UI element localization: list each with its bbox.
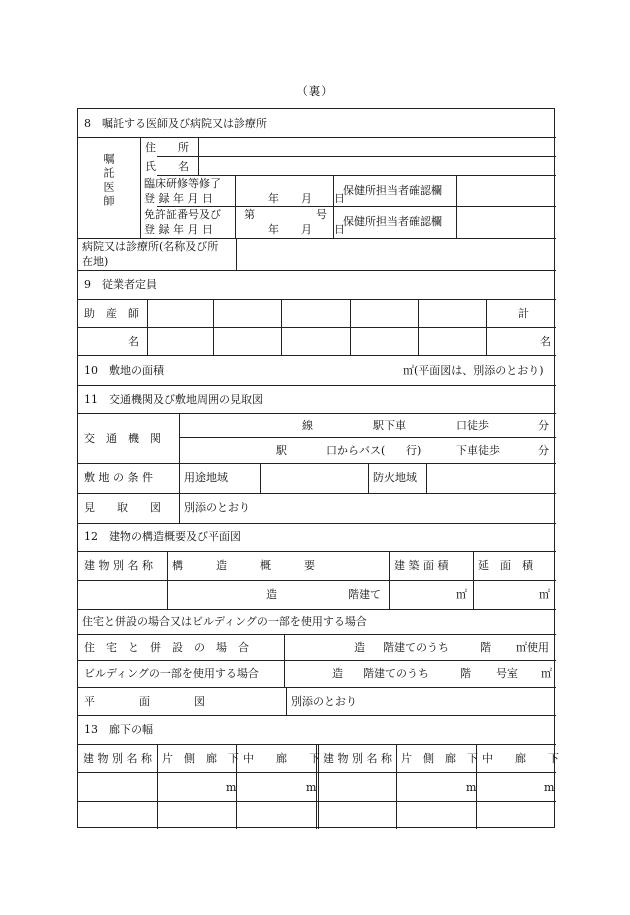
one-side-corridor-label: 片 側 廊 下 xyxy=(162,752,239,765)
rule xyxy=(179,437,556,438)
use-zone-label: 用途地域 xyxy=(184,471,228,484)
rule xyxy=(140,137,141,238)
sketch-map-label: 見 取 図 xyxy=(84,501,161,514)
width-unit: m xyxy=(466,781,477,794)
health-center-check-label: 保健所担当者確認欄 xyxy=(343,184,442,197)
bld-floor-label: 階 xyxy=(460,667,471,680)
rule xyxy=(78,744,556,745)
sqm-unit: ㎡ xyxy=(516,641,527,654)
rule xyxy=(78,299,556,300)
rule xyxy=(78,772,556,773)
minutes-label: 分 xyxy=(538,419,549,432)
license-label-line2: 登 録 年 月 日 xyxy=(144,223,213,236)
with-housing-label: 住 宅 と 併 設 の 場 合 xyxy=(84,641,249,654)
fire-zone-label: 防火地域 xyxy=(373,471,417,484)
housing-floor-label: 階 xyxy=(480,641,491,654)
total-floor-area-label: 延 面 積 xyxy=(478,559,533,572)
rule xyxy=(157,156,556,157)
room-area-unit: ㎡ xyxy=(541,667,552,680)
section-13-heading: 13 廊下の幅 xyxy=(84,723,153,736)
one-side-corridor-label: 片 側 廊 下 xyxy=(401,752,478,765)
width-unit: m xyxy=(306,781,317,794)
site-conditions-label: 敷 地 の 条 件 xyxy=(84,471,153,484)
rule xyxy=(167,551,168,609)
commissioned-doctor-label: 嘱託医師 xyxy=(102,153,115,209)
section-10-heading: 10 敷地の面積 xyxy=(84,364,164,377)
middle-corridor-label: 中 廊 下 xyxy=(482,752,559,765)
rule xyxy=(396,744,397,829)
license-date[interactable]: 年 月 日 xyxy=(268,223,345,236)
midwife-label: 助 産 師 xyxy=(84,307,139,320)
rule xyxy=(78,801,556,802)
rule xyxy=(198,137,199,176)
rule xyxy=(260,463,261,493)
exit-walk-label: 口徒歩 xyxy=(456,419,489,432)
rule xyxy=(78,493,556,494)
rule xyxy=(78,238,556,239)
shared-use-heading: 住宅と併設の場合又はビルディングの一部を使用する場合 xyxy=(82,615,367,628)
total-floor-area-unit: ㎡ xyxy=(539,588,550,601)
building-name-label: 建 物 別 名 称 xyxy=(84,559,153,572)
rule xyxy=(157,206,556,207)
rule xyxy=(350,299,351,355)
station-get-off-label: 駅下車 xyxy=(373,419,406,432)
rule xyxy=(473,551,474,609)
rule xyxy=(78,385,556,386)
training-label-line1: 臨床研修等修了 xyxy=(144,177,221,190)
hospital-label-line1: 病院又は診療所(名称及び所 xyxy=(82,240,219,253)
width-unit: m xyxy=(226,781,237,794)
rule xyxy=(78,327,556,328)
bus-from-exit-label: 口からバス( xyxy=(326,444,386,457)
sketch-map-attached: 別添のとおり xyxy=(184,501,250,514)
rule xyxy=(78,523,556,524)
floor-plan-attached: 別添のとおり xyxy=(291,695,357,708)
rule xyxy=(236,238,237,270)
plan-note: (平面図は、別添のとおり) xyxy=(414,364,544,377)
section-8-heading: 8 嘱託する医師及び病院又は診療所 xyxy=(84,117,267,130)
license-label-line1: 免許証番号及び xyxy=(144,208,221,221)
rule xyxy=(418,299,419,355)
unit-label: 名 xyxy=(540,335,551,348)
rule xyxy=(78,660,556,661)
housing-use-label xyxy=(516,641,549,654)
page-title: （裏） xyxy=(296,84,334,98)
rule xyxy=(486,299,487,355)
rule xyxy=(78,137,556,138)
bound-label: 行) xyxy=(406,444,422,457)
rule xyxy=(284,634,285,687)
rule xyxy=(157,175,556,176)
name-label: 氏 名 xyxy=(145,160,189,173)
rule xyxy=(213,299,214,355)
rule xyxy=(157,744,158,829)
license-number-suffix: 号 xyxy=(316,208,327,221)
minutes-label: 分 xyxy=(538,444,549,457)
rule xyxy=(78,634,556,635)
rule xyxy=(286,687,287,715)
bld-floors-label: 階建てのうち xyxy=(363,667,429,680)
transport-label: 交 通 機 関 xyxy=(84,432,161,445)
rule xyxy=(179,413,180,523)
total-label: 計 xyxy=(518,307,529,320)
rule xyxy=(78,687,556,688)
rule xyxy=(281,299,282,355)
bld-structure-label: 造 xyxy=(332,667,343,680)
rule xyxy=(78,413,556,414)
hospital-label-line2: 在地) xyxy=(82,255,109,268)
rule xyxy=(456,175,457,238)
site-area-unit xyxy=(403,364,544,377)
part-of-building-label: ビルディングの一部を使用する場合 xyxy=(84,667,259,680)
license-number-prefix: 第 xyxy=(244,208,255,221)
rule xyxy=(147,299,148,355)
structure-label: 造 xyxy=(266,588,277,601)
building-area-unit: ㎡ xyxy=(456,588,467,601)
rule xyxy=(426,463,427,493)
building-name-label: 建 物 別 名 称 xyxy=(83,752,152,765)
building-name-label: 建 物 別 名 称 xyxy=(323,752,392,765)
station-label: 駅 xyxy=(276,444,287,457)
rule xyxy=(389,551,390,609)
unit-label: 名 xyxy=(128,335,139,348)
room-number-label: 号室 xyxy=(496,667,518,680)
width-unit: m xyxy=(544,781,555,794)
get-off-walk-label: 下車徒歩 xyxy=(456,444,500,457)
notification-form xyxy=(77,108,559,828)
floors-label: 階建て xyxy=(348,588,381,601)
building-area-label: 建 築 面 積 xyxy=(394,559,449,572)
floor-plan-label: 平 面 図 xyxy=(84,695,205,708)
middle-corridor-label: 中 廊 下 xyxy=(243,752,320,765)
health-center-check-label: 保健所担当者確認欄 xyxy=(343,215,442,228)
structure-overview-label: 構 造 概 要 xyxy=(172,559,315,572)
rule xyxy=(235,175,236,238)
housing-structure-label: 造 xyxy=(354,641,365,654)
sqm-unit: ㎡ xyxy=(403,364,414,377)
rule xyxy=(78,551,556,552)
rule xyxy=(78,355,556,356)
rule xyxy=(78,463,556,464)
training-label-line2: 登 録 年 月 日 xyxy=(144,192,213,205)
housing-floors-label: 階建てのうち xyxy=(383,641,449,654)
section-11-heading: 11 交通機関及び敷地周囲の見取図 xyxy=(84,393,263,406)
rule xyxy=(78,270,556,271)
rule xyxy=(78,609,556,610)
rule xyxy=(368,463,369,493)
training-date[interactable]: 年 月 日 xyxy=(268,192,345,205)
section-12-heading: 12 建物の構造概要及び平面図 xyxy=(84,530,241,543)
address-label: 住 所 xyxy=(145,141,189,154)
rule xyxy=(78,580,556,581)
rule xyxy=(78,715,556,716)
line-label: 線 xyxy=(302,419,313,432)
section-9-heading: 9 従業者定員 xyxy=(84,278,157,291)
use-suffix: 使用 xyxy=(527,641,549,654)
